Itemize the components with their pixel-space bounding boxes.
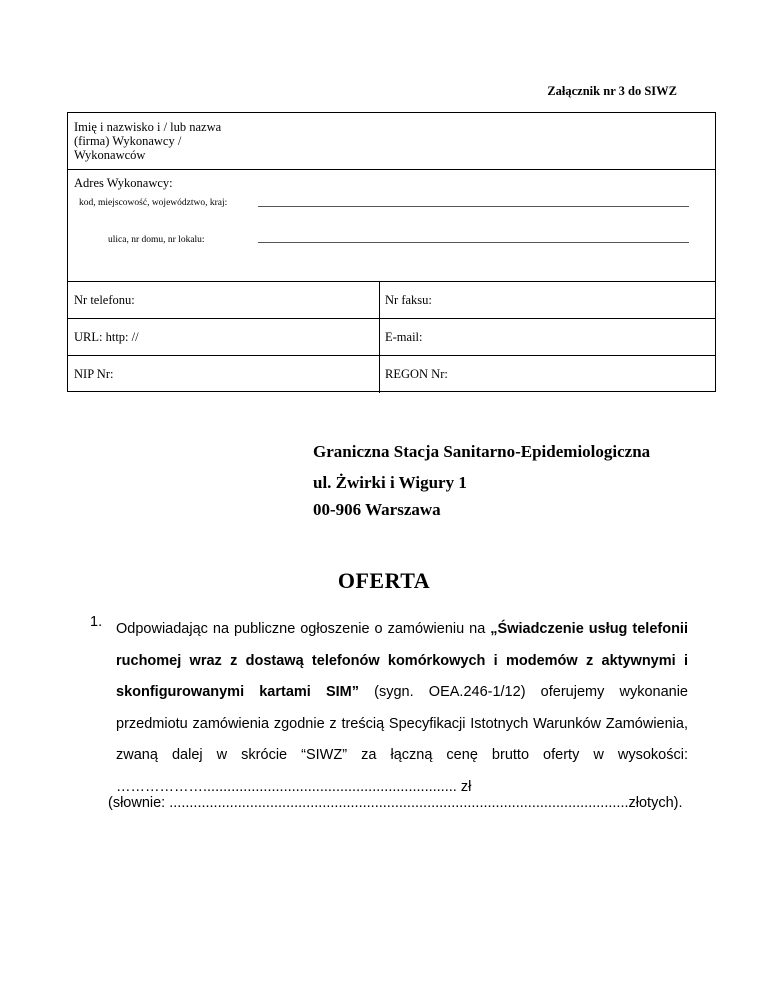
offer-subject: „Świadczenie usług telefonii ruchomej wraz z dostawą telefonów komórkowych i modemów z aktywnymi i skonfigurowanymi kartami SIM” xyxy=(116,621,688,700)
column-divider xyxy=(379,282,380,318)
phone-label: Nr telefonu: xyxy=(74,293,135,307)
offer-intro: Odpowiadając na publiczne ogłoszenie o zamówieniu na xyxy=(116,621,491,637)
nip-label: NIP Nr: xyxy=(74,367,114,381)
column-divider xyxy=(379,319,380,355)
street-line[interactable] xyxy=(258,242,689,243)
postal-label: kod, miejscowość, województwo, kraj: xyxy=(79,198,228,208)
street-label: ulica, nr domu, nr lokalu: xyxy=(108,235,205,245)
contractor-address-row xyxy=(68,170,715,282)
fax-label: Nr faksu: xyxy=(385,293,432,307)
contractor-name-label: Imię i nazwisko i / lub nazwa (firma) Wykonawcy / Wykonawców xyxy=(74,120,222,162)
contractor-address-label: Adres Wykonawcy: xyxy=(74,176,173,190)
url-label: URL: http: // xyxy=(74,330,139,344)
regon-label: REGON Nr: xyxy=(385,367,448,381)
offer-rest: (sygn. OEA.246-1/12) oferujemy wykonanie przedmiotu zamówienia zgodnie z treścią Specyfikacji Istotnych Warunków Zamówienia, zwaną dalej w skrócie “SIWZ” za łączną cenę brutto oferty w wysokości: ………………............................................................... zł xyxy=(116,684,688,795)
url-email-row xyxy=(68,319,715,356)
addressee-street: ul. Żwirki i Wigury 1 xyxy=(313,473,467,492)
column-divider xyxy=(379,356,380,393)
paragraph-number: 1. xyxy=(90,614,103,630)
contractor-name-row[interactable] xyxy=(68,113,715,170)
email-label: E-mail: xyxy=(385,330,423,344)
annex-label: Załącznik nr 3 do SIWZ xyxy=(547,84,677,98)
document-title: OFERTA xyxy=(337,568,431,593)
amount-in-words[interactable]: (słownie: ..................................................................................................................złotych). xyxy=(108,795,683,811)
addressee-city: 00-906 Warszawa xyxy=(313,500,441,519)
offer-paragraph xyxy=(116,614,688,803)
addressee-name: Graniczna Stacja Sanitarno-Epidemiologiczna xyxy=(313,442,651,461)
nip-regon-row xyxy=(68,356,715,393)
contractor-form xyxy=(67,112,716,392)
postal-line[interactable] xyxy=(258,206,689,207)
phone-fax-row xyxy=(68,282,715,319)
